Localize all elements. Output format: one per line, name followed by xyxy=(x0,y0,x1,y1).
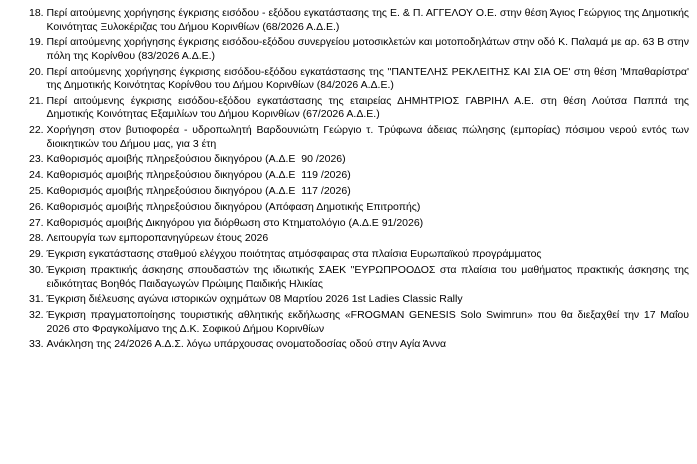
agenda-item-19 xyxy=(29,36,692,63)
item-number: 19. xyxy=(29,36,47,49)
item-text: Έγκριση πρακτικής άσκησης σπουδαστών της ιδιωτικής ΣΑΕΚ "ΕΥΡΩΠΡΟΟΔΟΣ στα πλαίσια του μαθήματος πρακτικής άσκησης της ειδικότητας Βοηθός Παιδαγωγών Πρώιμης Παιδικής Ηλικίας xyxy=(46,264,692,290)
item-text: Ανάκληση της 24/2026 Α.Δ.Σ. λόγω υπάρχουσας ονοματοδοσίας οδού στην Αγία Άννα xyxy=(46,338,447,351)
item-text: Λειτουργία των εμποροπανηγύρεων έτους 2026 xyxy=(46,232,269,245)
agenda-item-26 xyxy=(29,201,689,215)
agenda-item-18 xyxy=(29,7,692,34)
item-text: Περί αιτούμενης χορήγησης έγκρισης εισόδου-εξόδου συνεργείου μοτοσικλετών και μοτοποδηλάτων στην οδό Κ. Παλαμά με αρ. 63 Β στην πόλη της Κορίνθου (83/2026 Α.Δ.Ε.) xyxy=(46,36,692,62)
item-text: Καθορισμός αμοιβής πληρεξούσιου δικηγόρου (Α.Δ.Ε 90 /2026) xyxy=(46,153,346,166)
agenda-item-25 xyxy=(29,185,689,199)
item-number: 25. xyxy=(29,185,47,198)
item-text: Έγκριση εγκατάστασης σταθμού ελέγχου ποιότητας ατμόσφαιρας στα πλαίσια Ευρωπαϊκού προγράμματος xyxy=(46,248,542,261)
item-text: Περί αιτούμενης χορήγησης έγκρισης εισόδου - εξόδου εγκατάστασης της Ε. & Π. ΑΓΓΕΛΟΥ Ο.Ε. στην θέση Άγιος Γεώργιος της Δημοτικής Κοινότητας Ξυλοκέριζας του Δήμου Κορινθίων (68/2026 Α.Δ.Ε.) xyxy=(46,7,692,33)
agenda-item-30 xyxy=(29,264,692,291)
item-number: 29. xyxy=(29,248,47,261)
item-number: 18. xyxy=(29,7,47,19)
item-text: Χορήγηση στον βυτιοφορέα - υδροπωλητή Βαρδουνιώτη Γεώργιο τ. Τρύφωνα άδειας πώλησης (εμπορίας) πόσιμου νερού εντός των διοικητικών του Δήμου μας, για 3 έτη xyxy=(46,124,692,150)
agenda-item-32 xyxy=(29,309,692,336)
item-number: 26. xyxy=(29,200,47,213)
item-number: 23. xyxy=(29,153,47,166)
item-text: Έγκριση πραγματοποίησης τουριστικής αθλητικής εκδήλωσης «FROGMAN GENESIS Solo Swimrun» που θα διεξαχθεί την 17 Μαΐου 2026 στο Φραγκολίμανο της Δ.Κ. Σοφικού Δήμου Κορινθίων xyxy=(46,309,692,335)
item-text: Καθορισμός αμοιβής πληρεξούσιου δικηγόρου (Α.Δ.Ε 117 /2026) xyxy=(46,185,351,198)
item-number: 28. xyxy=(29,232,47,245)
item-number: 22. xyxy=(29,124,47,137)
item-number: 20. xyxy=(29,65,47,78)
item-text: Έγκριση διέλευσης αγώνα ιστορικών οχημάτων 08 Μαρτίου 2026 1st Ladies Classic Rally xyxy=(46,293,463,306)
agenda-item-24 xyxy=(29,169,689,183)
agenda-item-23 xyxy=(29,153,689,167)
item-number: 33. xyxy=(29,338,47,351)
agenda-item-21 xyxy=(29,94,692,122)
item-text: Περί αιτούμενης έγκρισης εισόδου-εξόδου εγκατάστασης της εταιρείας ΔΗΜΗΤΡΙΟΣ ΓΑΒΡΙΗΛ Α.Ε. στη θέση Λούτσα Παππά της Δημοτικής Κοινότητας Εξαμιλίων του Δήμου Κορινθίων (67/2026 Α.Δ.Ε.) xyxy=(46,94,692,121)
agenda-item-20 xyxy=(29,65,692,93)
item-number: 31. xyxy=(29,293,47,306)
item-number: 21. xyxy=(29,94,47,107)
agenda-item-22 xyxy=(29,124,692,151)
agenda-item-29 xyxy=(29,248,689,262)
item-text: Καθορισμός αμοιβής πληρεξούσιου δικηγόρου (Απόφαση Δημοτικής Επιτροπής) xyxy=(46,200,421,213)
agenda-item-33 xyxy=(29,338,689,352)
item-number: 27. xyxy=(29,216,47,229)
item-number: 30. xyxy=(29,264,47,277)
item-text: Καθορισμός αμοιβής Δικηγόρου για διόρθωση στο Κτηματολόγιο (Α.Δ.Ε 91/2026) xyxy=(46,216,424,229)
agenda-item-31 xyxy=(29,293,689,307)
item-text: Περί αιτούμενης χορήγησης έγκρισης εισόδου-εξόδου εγκατάστασης της ''ΠΑΝΤΕΛΗΣ ΡΕΚΛΕΙΤΗΣ ΚΑΙ ΣΙΑ ΟΕ' στη θέση 'Μπαθαρίστρα' της Δημοτικής Κοινότητας Κορίνθου του Δήμου Κορινθίων (84/2026 Α.Δ.Ε.) xyxy=(46,65,692,92)
item-text: Καθορισμός αμοιβής πληρεξούσιου δικηγόρου (Α.Δ.Ε 119 /2026) xyxy=(46,169,351,182)
agenda-item-27 xyxy=(29,217,689,231)
agenda-item-28 xyxy=(29,232,689,246)
item-number: 24. xyxy=(29,169,47,182)
item-number: 32. xyxy=(29,309,47,322)
